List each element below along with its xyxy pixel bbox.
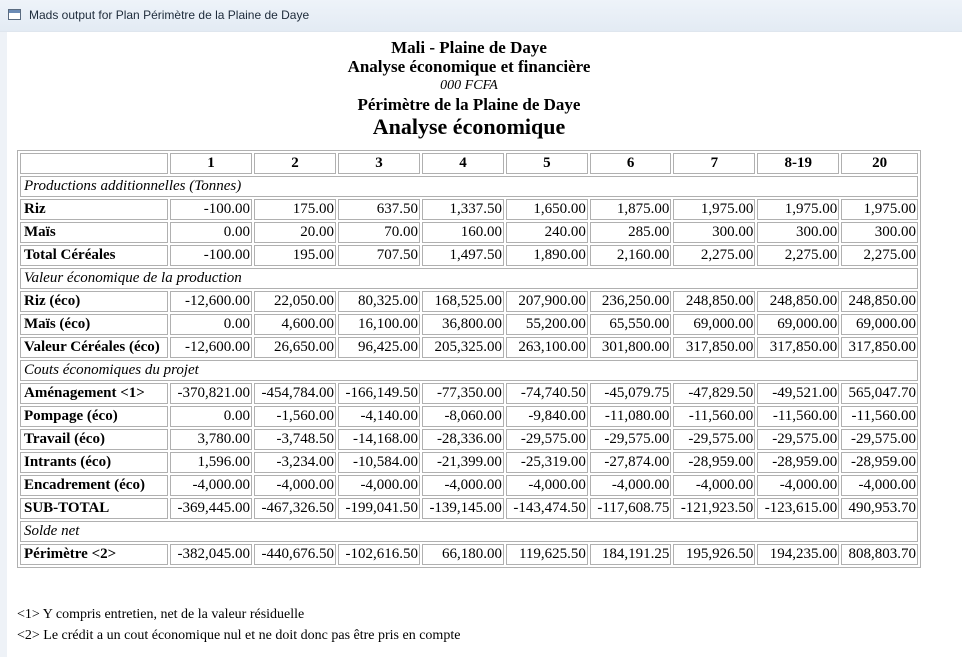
table-row: [20, 544, 918, 565]
report-title-country: Mali - Plaine de Daye: [391, 38, 547, 57]
value-cell: 70.00: [338, 222, 420, 243]
value-cell: 69,000.00: [673, 314, 755, 335]
column-header: 5: [506, 153, 588, 174]
row-label: Pompage (éco): [20, 406, 168, 427]
section-row: [20, 176, 918, 197]
value-cell: -28,959.00: [757, 452, 839, 473]
value-cell: 66,180.00: [422, 544, 504, 565]
value-cell: -369,445.00: [170, 498, 252, 519]
value-cell: -11,080.00: [590, 406, 671, 427]
value-cell: -4,000.00: [590, 475, 671, 496]
value-cell: -8,060.00: [422, 406, 504, 427]
row-label: SUB-TOTAL: [20, 498, 168, 519]
row-label: Travail (éco): [20, 429, 168, 450]
section-title: Solde net: [20, 521, 918, 542]
value-cell: -3,748.50: [254, 429, 336, 450]
table-row: [20, 452, 918, 473]
column-header: 7: [673, 153, 755, 174]
table-row: [20, 314, 918, 335]
value-cell: -29,575.00: [506, 429, 588, 450]
value-cell: 4,600.00: [254, 314, 336, 335]
window-icon[interactable]: [8, 9, 21, 20]
section-title: Couts économiques du projet: [20, 360, 918, 381]
value-cell: -4,000.00: [254, 475, 336, 496]
value-cell: 184,191.25: [590, 544, 671, 565]
value-cell: -123,615.00: [757, 498, 839, 519]
value-cell: -139,145.00: [422, 498, 504, 519]
left-border: [0, 32, 7, 657]
value-cell: -100.00: [170, 245, 252, 266]
value-cell: -9,840.00: [506, 406, 588, 427]
value-cell: 195.00: [254, 245, 336, 266]
value-cell: 248,850.00: [841, 291, 918, 312]
value-cell: 1,497.50: [422, 245, 504, 266]
value-cell: 0.00: [170, 314, 252, 335]
row-label: Encadrement (éco): [20, 475, 168, 496]
value-cell: -77,350.00: [422, 383, 504, 404]
value-cell: 96,425.00: [338, 337, 420, 358]
value-cell: 2,275.00: [841, 245, 918, 266]
value-cell: -102,616.50: [338, 544, 420, 565]
value-cell: 69,000.00: [841, 314, 918, 335]
value-cell: 317,850.00: [841, 337, 918, 358]
value-cell: 637.50: [338, 199, 420, 220]
value-cell: -121,923.50: [673, 498, 755, 519]
row-label: Périmètre <2>: [20, 544, 168, 565]
value-cell: 195,926.50: [673, 544, 755, 565]
value-cell: -454,784.00: [254, 383, 336, 404]
report-title-analysis: Analyse économique et financière: [347, 57, 591, 76]
value-cell: -11,560.00: [757, 406, 839, 427]
value-cell: 69,000.00: [757, 314, 839, 335]
report-perimeter: Périmètre de la Plaine de Daye: [357, 95, 581, 114]
value-cell: -28,336.00: [422, 429, 504, 450]
value-cell: 65,550.00: [590, 314, 671, 335]
column-header: 2: [254, 153, 336, 174]
value-cell: 236,250.00: [590, 291, 671, 312]
table-row: [20, 222, 918, 243]
value-cell: 490,953.70: [841, 498, 918, 519]
value-cell: -382,045.00: [170, 544, 252, 565]
table-row: [20, 429, 918, 450]
value-cell: -4,000.00: [673, 475, 755, 496]
footnote-1: <1> Y compris entretien, net de la valeur résiduelle: [17, 607, 305, 622]
value-cell: -440,676.50: [254, 544, 336, 565]
value-cell: 2,275.00: [673, 245, 755, 266]
footnote-2: <2> Le crédit a un cout économique nul et ne doit donc pas être pris en compte: [17, 628, 461, 643]
section-row: [20, 360, 918, 381]
window-title: Mads output for Plan Périmètre de la Plaine de Daye: [29, 8, 310, 22]
column-header-row: [20, 153, 918, 174]
value-cell: 1,650.00: [506, 199, 588, 220]
value-cell: -10,584.00: [338, 452, 420, 473]
value-cell: -100.00: [170, 199, 252, 220]
value-cell: 119,625.50: [506, 544, 588, 565]
value-cell: -4,000.00: [422, 475, 504, 496]
section-title: Valeur économique de la production: [20, 268, 918, 289]
table-row: [20, 383, 918, 404]
value-cell: -4,000.00: [170, 475, 252, 496]
value-cell: 168,525.00: [422, 291, 504, 312]
value-cell: 194,235.00: [757, 544, 839, 565]
value-cell: -370,821.00: [170, 383, 252, 404]
row-label: Intrants (éco): [20, 452, 168, 473]
row-label: Riz: [20, 199, 168, 220]
value-cell: -4,140.00: [338, 406, 420, 427]
value-cell: -29,575.00: [590, 429, 671, 450]
value-cell: -28,959.00: [673, 452, 755, 473]
value-cell: 160.00: [422, 222, 504, 243]
table-row: [20, 245, 918, 266]
report-unit: 000 FCFA: [440, 78, 498, 93]
value-cell: -12,600.00: [170, 337, 252, 358]
value-cell: 2,160.00: [590, 245, 671, 266]
value-cell: 1,975.00: [841, 199, 918, 220]
value-cell: 0.00: [170, 406, 252, 427]
table-row: [20, 199, 918, 220]
value-cell: -28,959.00: [841, 452, 918, 473]
table-row: [20, 291, 918, 312]
value-cell: 300.00: [757, 222, 839, 243]
value-cell: 1,337.50: [422, 199, 504, 220]
report-header: [17, 38, 921, 140]
value-cell: 263,100.00: [506, 337, 588, 358]
value-cell: -45,079.75: [590, 383, 671, 404]
value-cell: 317,850.00: [757, 337, 839, 358]
value-cell: 317,850.00: [673, 337, 755, 358]
column-header: 6: [590, 153, 671, 174]
value-cell: -4,000.00: [506, 475, 588, 496]
value-cell: 16,100.00: [338, 314, 420, 335]
value-cell: -29,575.00: [757, 429, 839, 450]
value-cell: -74,740.50: [506, 383, 588, 404]
value-cell: -21,399.00: [422, 452, 504, 473]
value-cell: -4,000.00: [757, 475, 839, 496]
value-cell: 240.00: [506, 222, 588, 243]
value-cell: -12,600.00: [170, 291, 252, 312]
value-cell: 3,780.00: [170, 429, 252, 450]
value-cell: -117,608.75: [590, 498, 671, 519]
column-header: 8-19: [757, 153, 839, 174]
value-cell: 1,890.00: [506, 245, 588, 266]
value-cell: 20.00: [254, 222, 336, 243]
value-cell: 1,975.00: [673, 199, 755, 220]
economic-analysis-table: [17, 150, 921, 568]
value-cell: 248,850.00: [673, 291, 755, 312]
table-row: [20, 498, 918, 519]
column-header: 3: [338, 153, 420, 174]
value-cell: 2,275.00: [757, 245, 839, 266]
value-cell: -3,234.00: [254, 452, 336, 473]
column-header: 20: [841, 153, 918, 174]
value-cell: 301,800.00: [590, 337, 671, 358]
value-cell: -11,560.00: [673, 406, 755, 427]
corner-cell: [20, 153, 168, 174]
value-cell: 22,050.00: [254, 291, 336, 312]
table-row: [20, 406, 918, 427]
table-row: [20, 475, 918, 496]
report-subtitle: Analyse économique: [372, 114, 566, 139]
value-cell: 80,325.00: [338, 291, 420, 312]
value-cell: 36,800.00: [422, 314, 504, 335]
value-cell: 300.00: [673, 222, 755, 243]
value-cell: -1,560.00: [254, 406, 336, 427]
value-cell: -14,168.00: [338, 429, 420, 450]
value-cell: 207,900.00: [506, 291, 588, 312]
row-label: Total Céréales: [20, 245, 168, 266]
value-cell: -11,560.00: [841, 406, 918, 427]
section-row: [20, 268, 918, 289]
value-cell: 175.00: [254, 199, 336, 220]
value-cell: -49,521.00: [757, 383, 839, 404]
value-cell: 26,650.00: [254, 337, 336, 358]
value-cell: 55,200.00: [506, 314, 588, 335]
value-cell: 707.50: [338, 245, 420, 266]
column-header: 4: [422, 153, 504, 174]
row-label: Maïs (éco): [20, 314, 168, 335]
window-titlebar[interactable]: [0, 0, 962, 32]
row-label: Maïs: [20, 222, 168, 243]
value-cell: -166,149.50: [338, 383, 420, 404]
value-cell: 0.00: [170, 222, 252, 243]
value-cell: 285.00: [590, 222, 671, 243]
table-row: [20, 337, 918, 358]
value-cell: 300.00: [841, 222, 918, 243]
section-row: [20, 521, 918, 542]
value-cell: 565,047.70: [841, 383, 918, 404]
value-cell: 1,975.00: [757, 199, 839, 220]
value-cell: 808,803.70: [841, 544, 918, 565]
footnotes: [17, 604, 460, 646]
value-cell: 1,596.00: [170, 452, 252, 473]
section-title: Productions additionnelles (Tonnes): [20, 176, 918, 197]
row-label: Aménagement <1>: [20, 383, 168, 404]
value-cell: -25,319.00: [506, 452, 588, 473]
value-cell: -199,041.50: [338, 498, 420, 519]
value-cell: 248,850.00: [757, 291, 839, 312]
value-cell: -467,326.50: [254, 498, 336, 519]
value-cell: -27,874.00: [590, 452, 671, 473]
value-cell: 1,875.00: [590, 199, 671, 220]
row-label: Riz (éco): [20, 291, 168, 312]
row-label: Valeur Céréales (éco): [20, 337, 168, 358]
value-cell: -4,000.00: [841, 475, 918, 496]
column-header: 1: [170, 153, 252, 174]
value-cell: 205,325.00: [422, 337, 504, 358]
value-cell: -29,575.00: [841, 429, 918, 450]
value-cell: -4,000.00: [338, 475, 420, 496]
value-cell: -29,575.00: [673, 429, 755, 450]
value-cell: -143,474.50: [506, 498, 588, 519]
value-cell: -47,829.50: [673, 383, 755, 404]
